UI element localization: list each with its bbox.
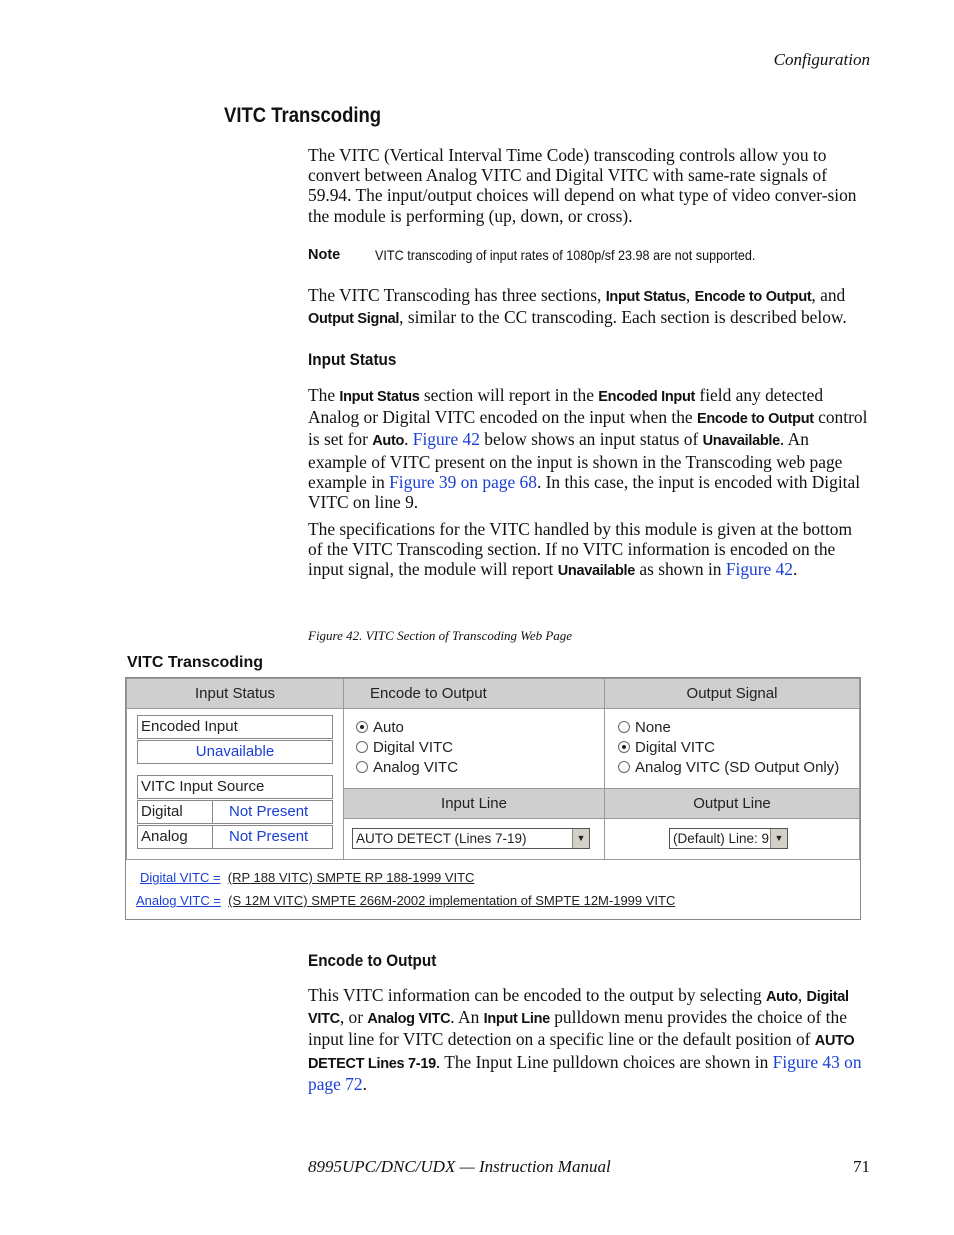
output-line-select[interactable] <box>669 828 788 849</box>
text: , or <box>339 1007 368 1028</box>
spec-digital <box>140 870 474 885</box>
digital-value-text: Not Present <box>229 803 309 820</box>
analog-value-text: Not Present <box>229 828 309 845</box>
cmd: Unavailable <box>702 433 780 450</box>
header-input-line: Input Line <box>343 788 605 819</box>
heading-input-status: Input Status <box>308 350 397 369</box>
sections-paragraph <box>308 285 870 329</box>
chevron-down-icon[interactable]: ▼ <box>572 829 589 848</box>
radio-icon <box>356 721 368 733</box>
input-status-paragraph-1 <box>308 385 870 512</box>
radio-icon <box>618 761 630 773</box>
cmd: Auto <box>372 433 405 450</box>
cmd: Input Line <box>483 1011 550 1028</box>
output-option-analog-vitc[interactable] <box>618 758 839 778</box>
encode-option-auto[interactable] <box>356 718 404 738</box>
figure-caption: Figure 42. VITC Section of Transcoding Web Page <box>308 628 573 643</box>
encoded-input-value: Unavailable <box>137 740 333 764</box>
cmd: Digital VITC <box>308 989 849 1028</box>
analog-value <box>212 825 333 849</box>
header-output-line: Output Line <box>604 788 860 819</box>
text: . <box>404 429 413 450</box>
note-label: Note <box>308 247 341 263</box>
analog-vitc-spec: (S 12M VITC) SMPTE 266M-2002 implementation of SMPTE 12M-1999 VITC <box>228 893 676 908</box>
vitc-web-panel <box>125 677 861 920</box>
intro-paragraph <box>308 145 870 226</box>
text: The VITC Transcoding has three sections, <box>308 285 606 305</box>
running-header: Configuration <box>773 50 870 69</box>
header-output-signal: Output Signal <box>604 678 860 709</box>
input-status-paragraph-2 <box>308 519 870 582</box>
heading-encode-to-output: Encode to Output <box>308 951 437 970</box>
text: . The Input Line pulldown choices are shown in <box>435 1051 773 1072</box>
cmd: AUTO DETECT Lines 7-19 <box>308 1033 855 1072</box>
text: section will report in the <box>419 385 599 405</box>
input-line-value: AUTO DETECT (Lines 7-19) <box>356 831 527 846</box>
radio-icon <box>356 741 368 753</box>
output-option-none[interactable] <box>618 718 671 738</box>
text: . <box>362 1073 367 1094</box>
text: , and <box>811 285 846 305</box>
spec-analog <box>136 893 675 908</box>
radio-label: Digital VITC <box>373 739 454 756</box>
digital-vitc-link[interactable]: Digital VITC = <box>140 870 221 885</box>
encoded-input-label: Encoded Input <box>137 715 333 739</box>
cmd: Encoded Input <box>598 389 696 405</box>
chevron-down-icon[interactable]: ▼ <box>770 829 787 848</box>
header-encode-to-output: Encode to Output <box>343 678 605 709</box>
output-option-digital-vitc[interactable] <box>618 738 715 758</box>
cmd-input-status: Input Status <box>605 289 686 305</box>
text: , <box>685 285 695 305</box>
cmd-encode-to-output: Encode to Output <box>694 289 812 305</box>
text: as shown in <box>635 559 726 580</box>
cmd: Auto <box>766 989 798 1005</box>
text: . <box>793 559 798 580</box>
text: control is set for <box>308 407 868 450</box>
digital-value <box>212 800 333 824</box>
page-number: 71 <box>853 1157 870 1176</box>
encode-option-digital-vitc[interactable] <box>356 738 453 758</box>
link-figure-42[interactable]: Figure 42 <box>725 559 793 580</box>
text: The specifications for the VITC handled by this module is given at the bottom of the VITC Transcoding section. If no VITC information is encoded on the input signal, the module will report <box>308 519 852 580</box>
text: field any detected Analog or Digital VITC encoded on the input when the <box>308 385 824 428</box>
radio-label: None <box>635 719 671 736</box>
cmd: Encode to Output <box>696 411 814 428</box>
text: The <box>308 385 340 405</box>
cmd: Unavailable <box>557 563 636 580</box>
link-figure-39[interactable]: Figure 39 on page 68 <box>389 471 537 492</box>
radio-label: Analog VITC (SD Output Only) <box>635 759 840 776</box>
digital-label: Digital <box>137 800 213 824</box>
input-line-select[interactable] <box>352 828 590 849</box>
radio-label: Auto <box>373 719 404 736</box>
text: . An example of VITC present on the input is shown in the Transcoding web page example in <box>308 429 843 492</box>
text: . In this case, the input is encoded with Digital VITC on line 9. <box>308 471 861 513</box>
text: , <box>797 985 807 1005</box>
text: below shows an input status of <box>479 429 703 450</box>
radio-icon <box>618 721 630 733</box>
text: . An <box>450 1007 484 1028</box>
encode-paragraph <box>308 985 870 1094</box>
cmd: Input Status <box>339 389 420 405</box>
footer-manual-title: 8995UPC/DNC/UDX — Instruction Manual <box>308 1157 611 1176</box>
link-figure-43[interactable]: Figure 43 on page 72 <box>308 1051 862 1094</box>
cmd-output-signal: Output Signal <box>308 311 400 328</box>
radio-icon <box>356 761 368 773</box>
cmd: Analog VITC <box>367 1011 451 1028</box>
radio-label: Analog VITC <box>373 759 459 776</box>
text: This VITC information can be encoded to the output by selecting <box>308 985 767 1005</box>
radio-label: Digital VITC <box>635 739 716 756</box>
digital-vitc-spec: (RP 188 VITC) SMPTE RP 188-1999 VITC <box>227 870 475 885</box>
analog-label: Analog <box>137 825 213 849</box>
link-figure-42[interactable]: Figure 42 <box>412 429 480 450</box>
intro-text: The VITC (Vertical Interval Time Code) transcoding controls allow you to convert between Analog VITC and Digital VITC with same-rate signals of 59.94. The input/output choices will depend on what type of video conver-sion the module is performing (up, down, or cross). <box>308 145 857 226</box>
vitc-input-source-label: VITC Input Source <box>137 775 333 799</box>
encode-option-analog-vitc[interactable] <box>356 758 458 778</box>
note-text: VITC transcoding of input rates of 1080p/sf 23.98 are not supported. <box>375 247 756 263</box>
output-line-value: (Default) Line: 9 <box>673 831 770 846</box>
text: , similar to the CC transcoding. Each section is described below. <box>399 307 847 328</box>
section-title: VITC Transcoding <box>224 104 382 127</box>
header-input-status: Input Status <box>126 678 344 709</box>
radio-icon <box>618 741 630 753</box>
text: pulldown menu provides the choice of the input line for VITC detection on a specific line or the default position of <box>308 1007 847 1050</box>
analog-vitc-link[interactable]: Analog VITC = <box>136 893 221 908</box>
web-section-title: VITC Transcoding <box>127 654 264 671</box>
